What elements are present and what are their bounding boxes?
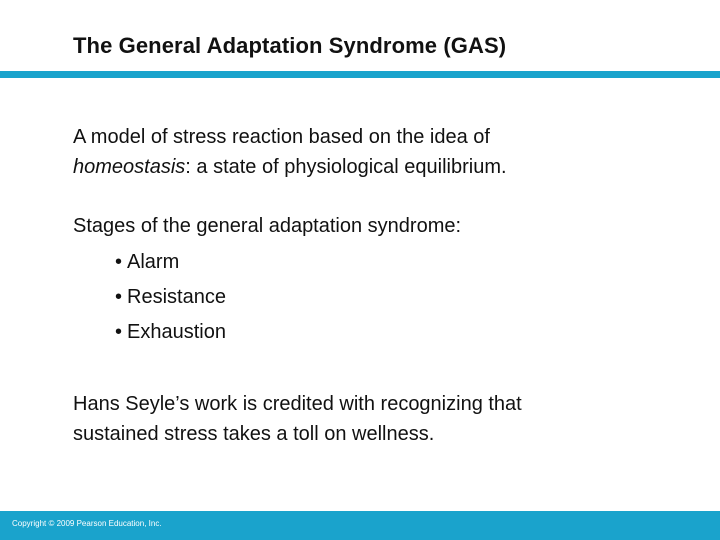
bullet-icon: • bbox=[115, 321, 123, 343]
credit-paragraph bbox=[73, 389, 693, 449]
list-item-resistance bbox=[115, 280, 693, 315]
list-item-alarm bbox=[115, 245, 693, 280]
list-item-exhaustion bbox=[115, 315, 693, 350]
bullet-icon: • bbox=[115, 251, 123, 273]
definition-line-2-rest: : a state of physiological equilibrium. bbox=[185, 156, 507, 178]
title-divider bbox=[0, 71, 720, 78]
definition-paragraph bbox=[73, 122, 693, 182]
definition-line-2 bbox=[73, 152, 693, 182]
slide-body bbox=[73, 122, 693, 449]
credit-line-2: sustained stress takes a toll on wellness. bbox=[73, 423, 435, 445]
stages-section bbox=[73, 211, 693, 350]
definition-line-1: A model of stress reaction based on the idea of bbox=[73, 126, 490, 148]
bullet-icon: • bbox=[115, 286, 123, 308]
stages-list bbox=[73, 245, 693, 350]
credit-line-1: Hans Seyle’s work is credited with recognizing that bbox=[73, 393, 522, 415]
list-item-label: Exhaustion bbox=[127, 321, 226, 343]
list-item-label: Alarm bbox=[127, 251, 180, 273]
slide-title: The General Adaptation Syndrome (GAS) bbox=[73, 33, 507, 58]
stages-lead: Stages of the general adaptation syndrome: bbox=[73, 215, 462, 237]
footer-bar bbox=[0, 511, 720, 540]
copyright-notice: Copyright © 2009 Pearson Education, Inc. bbox=[12, 519, 162, 528]
list-item-label: Resistance bbox=[127, 286, 226, 308]
homeostasis-term: homeostasis bbox=[73, 156, 186, 178]
